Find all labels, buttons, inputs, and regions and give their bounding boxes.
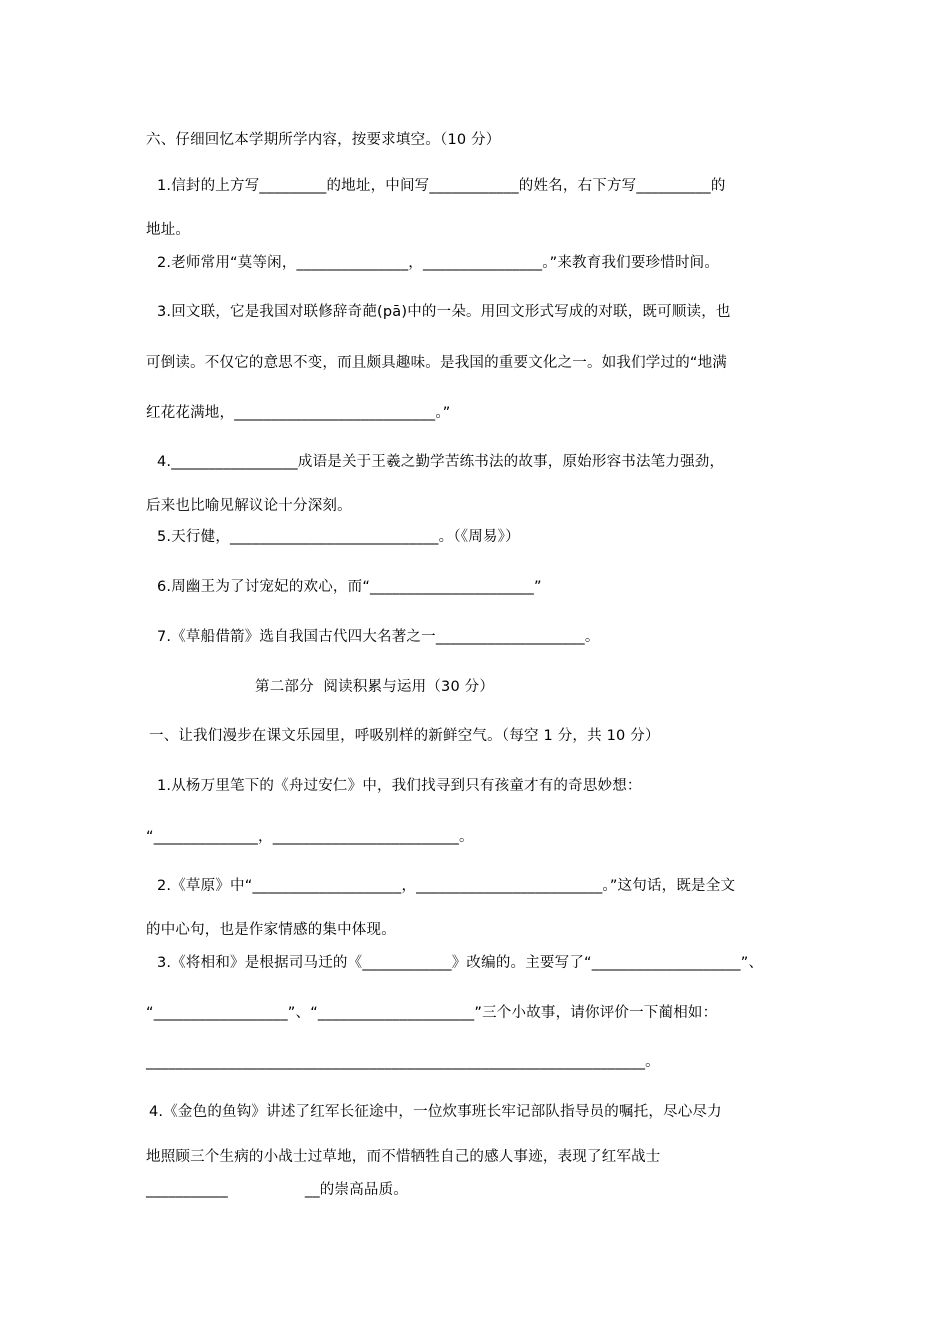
question-4-line-2: 后来也比喻见解议论十分深刻。 (146, 498, 352, 514)
reading-question-4-line-2: 地照顾三个生病的小战士过草地，而不惜牺牲自己的感人事迹，表现了红军战士 (146, 1149, 661, 1165)
question-1-line-2: 地址。 (146, 222, 191, 238)
question-4-line-1: 4._________________成语是关于王羲之勤学苦练书法的故事，原始形容书法笔力强劲， (157, 454, 725, 470)
question-3-line-2: 可倒读。不仅它的意思不变，而且颇具趣味。是我国的重要文化之一。如我们学过的“地满 (146, 355, 728, 371)
reading-question-1-line-2: “______________，_________________________。 (146, 829, 474, 845)
reading-question-3-line-2: “__________________”、“_____________________”三个小故事，请你评价一下蔺相如： (146, 1005, 718, 1021)
question-1-line-1: 1.信封的上方写_________的地址，中间写____________的姓名，右下方写__________的 (157, 178, 726, 194)
reading-question-2-line-2: 的中心句，也是作家情感的集中体现。 (146, 922, 396, 938)
question-6: 6.周幽王为了讨宠妃的欢心，而“______________________” (157, 579, 542, 595)
sub-heading: 一、让我们漫步在课文乐园里，呼吸别样的新鲜空气。（每空 1 分，共 10 分） (149, 728, 660, 744)
question-3-line-1: 3.回文联，它是我国对联修辞奇葩(pā)中的一朵。用回文形式写成的对联，既可顺读，也 (157, 304, 731, 320)
question-5: 5.天行健，____________________________。（《周易》） (157, 529, 520, 545)
question-7: 7.《草船借箭》选自我国古代四大名著之一____________________。 (157, 629, 600, 645)
reading-question-4-line-1: 4.《金色的鱼钩》讲述了红军长征途中，一位炊事班长牢记部队指导员的嘱托，尽心尽力 (149, 1104, 722, 1120)
reading-question-1-line-1: 1.从杨万里笔下的《舟过安仁》中，我们找寻到只有孩童才有的奇思妙想： (157, 778, 642, 794)
reading-question-3-line-3: ___________________________________________________________________。 (146, 1054, 660, 1070)
part-heading: 第二部分 阅读积累与运用（30 分） (255, 679, 495, 695)
question-2: 2.老师常用“莫等闲，_______________，________________。”来教育我们要珍惜时间。 (157, 255, 720, 271)
reading-question-2-line-1: 2.《草原》中“____________________，_________________________。”这句话，既是全文 (157, 878, 736, 894)
reading-question-4-line-3: ___________ __的崇高品质。 (146, 1182, 408, 1198)
question-3-line-3: 红花花满地，___________________________。” (146, 405, 451, 421)
reading-question-3-line-1: 3.《将相和》是根据司马迁的《____________》改编的。主要写了“____________________”、 (157, 955, 764, 971)
section-heading: 六、仔细回忆本学期所学内容，按要求填空。（10 分） (146, 132, 501, 148)
